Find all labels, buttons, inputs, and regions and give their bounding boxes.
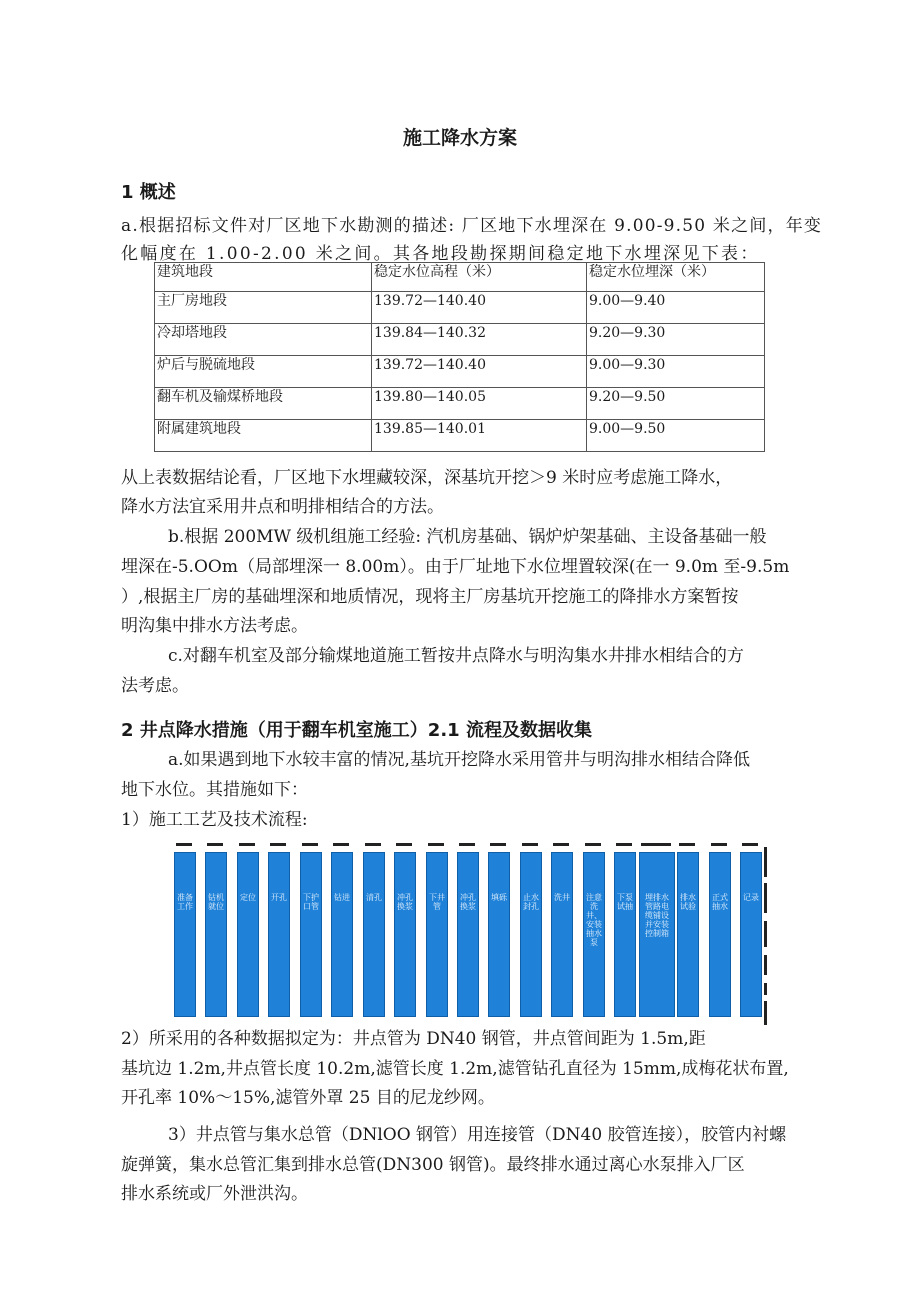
flow-edge-mark <box>764 955 767 975</box>
flow-step-box <box>551 852 573 1017</box>
paragraph-line: 2）所采用的各种数据拟定为：井点管为 DN40 钢管，井点管间距为 1.5m,距 <box>121 1029 706 1049</box>
table-row <box>155 356 765 388</box>
flow-step-box <box>237 852 259 1017</box>
flow-step-marker <box>490 843 506 846</box>
flow-step-label: 开孔 <box>271 893 287 902</box>
section-1-heading: 1 概述 <box>121 182 176 203</box>
paragraph-line: 降水方法宜采用井点和明排相结合的方法。 <box>121 497 444 517</box>
flow-step-box <box>268 852 290 1017</box>
flow-step-marker <box>270 843 286 846</box>
flow-step-box <box>488 852 510 1017</box>
flow-step-marker <box>641 843 671 846</box>
paragraph-line: a.如果遇到地下水较丰富的情况,基坑开挖降水采用管井与明沟排水相结合降低 <box>168 750 750 770</box>
flow-step-box <box>740 852 762 1017</box>
flow-step-label: 排水试验 <box>680 893 696 911</box>
paragraph-line: c.对翻车机室及部分输煤地道施工暂按井点降水与明沟集水井排水相结合的方 <box>168 646 744 666</box>
table-header-row <box>155 263 765 292</box>
paragraph-line: 旋弹簧，集水总管汇集到排水总管(DN300 钢管)。最终排水通过离心水泵排入厂区 <box>121 1155 745 1175</box>
flow-step-box <box>331 852 353 1017</box>
flow-step-marker <box>553 843 569 846</box>
paragraph-line: 法考虑。 <box>121 676 189 696</box>
table-row <box>155 292 765 324</box>
flow-step-label: 记录 <box>743 893 759 902</box>
process-flow-diagram <box>160 837 770 1027</box>
flow-step-box <box>363 852 385 1017</box>
paragraph-line: 地下水位。其措施如下： <box>121 780 308 800</box>
table-header-cell: 建筑地段 <box>155 263 372 292</box>
water-level-table <box>154 262 765 452</box>
flow-step-label: 填砾 <box>491 893 507 902</box>
table-cell: 9.20—9.50 <box>587 388 765 420</box>
table-cell: 炉后与脱硫地段 <box>155 356 372 388</box>
table-cell: 139.80—140.05 <box>372 388 587 420</box>
paragraph-line: ）,根据主厂房的基础埋深和地质情况，现将主厂房基坑开挖施工的降排水方案暂按 <box>121 587 739 607</box>
table-row <box>155 324 765 356</box>
flow-step-box <box>520 852 542 1017</box>
flow-step-label: 钻机就位 <box>208 893 224 911</box>
flow-step-label: 钻进 <box>334 893 350 902</box>
flow-step-marker <box>428 843 444 846</box>
flow-step-label: 下护口管 <box>303 893 319 911</box>
table-cell: 139.72—140.40 <box>372 292 587 324</box>
flow-step-label: 正式抽水 <box>712 893 728 911</box>
flow-edge-mark <box>764 883 767 913</box>
flow-step-box <box>426 852 448 1017</box>
flow-step-box <box>639 852 675 1017</box>
flow-edge-mark <box>764 1001 767 1025</box>
flow-step-label: 止水封孔 <box>523 893 539 911</box>
flow-step-label: 埋排水管路电缆铺设并安装控制箱 <box>645 893 669 938</box>
table-cell: 附属建筑地段 <box>155 420 372 452</box>
table-cell: 139.84—140.32 <box>372 324 587 356</box>
flow-step-label: 定位 <box>240 893 256 902</box>
flow-step-marker <box>742 843 758 846</box>
flow-step-label: 洗井 <box>554 893 570 902</box>
flow-step-marker <box>585 843 601 846</box>
flow-step-box <box>205 852 227 1017</box>
table-row <box>155 420 765 452</box>
paragraph-line: 埋深在-5.OOm（局部埋深一 8.00m）。由于厂址地下水位埋置较深(在一 9.0m 至-9.5m <box>121 557 790 577</box>
flow-step-marker <box>679 843 695 846</box>
flow-step-marker <box>522 843 538 846</box>
paragraph-line: 从上表数据结论看，厂区地下水埋藏较深，深基坑开挖＞9 米时应考虑施工降水， <box>121 468 733 488</box>
flow-edge-mark <box>764 921 767 947</box>
flow-step-label: 冲孔换浆 <box>397 893 413 911</box>
flow-step-marker <box>207 843 223 846</box>
flow-step-label: 清孔 <box>366 893 382 902</box>
flow-step-marker <box>365 843 381 846</box>
flow-step-box <box>583 852 605 1017</box>
flow-step-marker <box>616 843 632 846</box>
flow-edge-mark <box>764 847 767 877</box>
flow-step-label: 准备工作 <box>177 893 193 911</box>
table-cell: 139.72—140.40 <box>372 356 587 388</box>
table-cell: 9.00—9.50 <box>587 420 765 452</box>
table-header-cell: 稳定水位高程（米） <box>372 263 587 292</box>
flow-step-label: 注意洗井、安装抽水泵 <box>586 893 602 947</box>
table-cell: 冷却塔地段 <box>155 324 372 356</box>
table-cell: 翻车机及输煤桥地段 <box>155 388 372 420</box>
flow-step-box <box>709 852 731 1017</box>
flow-step-label: 下井管 <box>429 893 445 911</box>
table-header-cell: 稳定水位埋深（米） <box>587 263 765 292</box>
section-2-heading: 2 井点降水措施（用于翻车机室施工）2.1 流程及数据收集 <box>121 720 592 741</box>
table-cell: 139.85—140.01 <box>372 420 587 452</box>
paragraph-line: a.根据招标文件对厂区地下水勘测的描述: 厂区地下水埋深在 9.00-9.50 米之间，年变 <box>121 216 823 236</box>
flow-step-label: 下泵试抽 <box>617 893 633 911</box>
paragraph-line: 基坑边 1.2m,井点管长度 10.2m,滤管长度 1.2m,滤管钻孔直径为 15mm,成梅花状布置, <box>121 1059 789 1079</box>
list-item: 1）施工工艺及技术流程: <box>121 810 308 830</box>
table-row <box>155 388 765 420</box>
flow-step-box <box>457 852 479 1017</box>
flow-step-marker <box>176 843 192 846</box>
flow-step-box <box>677 852 699 1017</box>
flow-step-marker <box>239 843 255 846</box>
flow-step-box <box>614 852 636 1017</box>
paragraph-line: 化幅度在 1.00-2.00 米之间。其各地段勘探期间稳定地下水埋深见下表： <box>121 244 760 264</box>
flow-step-marker <box>459 843 475 846</box>
flow-step-marker <box>396 843 412 846</box>
paragraph-line: b.根据 200MW 级机组施工经验: 汽机房基础、锅炉炉架基础、主设备基础一般 <box>168 527 767 547</box>
flow-step-marker <box>333 843 349 846</box>
flow-step-marker <box>711 843 727 846</box>
flow-step-box <box>300 852 322 1017</box>
table-cell: 9.00—9.40 <box>587 292 765 324</box>
flow-step-box <box>394 852 416 1017</box>
page-title: 施工降水方案 <box>402 127 517 149</box>
paragraph-line: 明沟集中排水方法考虑。 <box>121 616 308 636</box>
table-cell: 9.20—9.30 <box>587 324 765 356</box>
table-cell: 9.00—9.30 <box>587 356 765 388</box>
table-cell: 主厂房地段 <box>155 292 372 324</box>
flow-step-box <box>174 852 196 1017</box>
paragraph-line: 排水系统或厂外泄洪沟。 <box>121 1184 308 1204</box>
paragraph-line: 3）井点管与集水总管（DNlOO 钢管）用连接管（DN40 胶管连接），胶管内衬螺 <box>168 1125 787 1145</box>
flow-step-label: 冲孔换浆 <box>460 893 476 911</box>
flow-step-marker <box>302 843 318 846</box>
flow-edge-mark <box>764 983 767 995</box>
paragraph-line: 开孔率 10%～15%,滤管外罩 25 目的尼龙纱网。 <box>121 1088 495 1108</box>
